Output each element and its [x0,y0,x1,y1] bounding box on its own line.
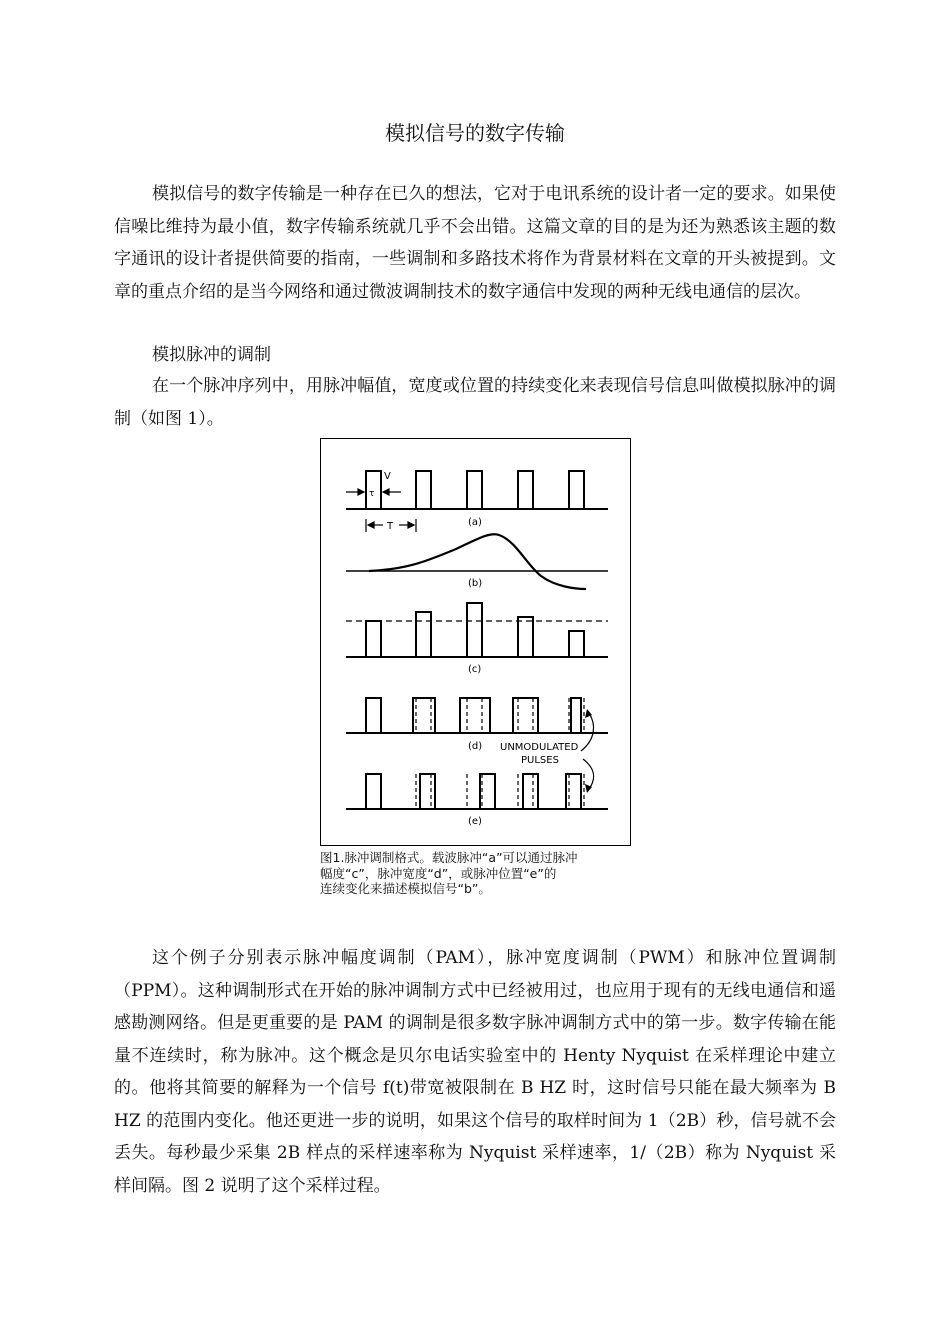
pulse-a3 [467,471,482,509]
pulse-a2 [416,471,431,509]
caption-line-1: 图1.脉冲调制格式。载波脉冲“a”可以通过脉冲 [320,850,578,865]
pulse-d5 [571,698,581,733]
label-a: (a) [468,517,482,528]
label-t: T [387,521,394,532]
annotation-arrow-down [583,759,594,789]
pulse-c4 [518,617,533,657]
pulse-e2 [420,774,435,809]
pulse-e5 [566,774,581,809]
label-tau: τ [369,489,375,499]
pulse-c1 [366,621,381,657]
intro-paragraph: 模拟信号的数字传输是一种存在已久的想法，它对于电讯系统的设计者一定的要求。如果使信噪比维持为最小值，数字传输系统就几乎不会出错。这篇文章的目的是为还为熟悉该主题的数字通讯的设计者提供简要的指南，一些调制和多路技术将作为背景材料在文章的开头被提到。文章的重点介绍的是当今网络和通过微波调制技术的数字通信中发现的两种无线电通信的层次。 [114,184,836,302]
annotation-pulses: PULSES [521,755,559,766]
label-c: (c) [468,664,482,675]
pulse-e1 [366,774,381,809]
label-b: (b) [468,578,483,589]
caption-line-2: 幅度“c”，脉冲宽度“d”，或脉冲位置“e”的 [320,865,557,881]
caption-line-3: 连续变化来描述模拟信号“b”。 [320,881,491,896]
body-paragraph-2: 这个例子分别表示脉冲幅度调制（PAM），脉冲宽度调制（PWM）和脉冲位置调制（PPM）。这种调制形式在开始的脉冲调制方式中已经被用过，也应用于现有的无线电通信和遥感勘测网络。但是更重要的是 PAM 的调制是很多数字脉冲调制方式中的第一步。数字传输在能量不连续时，称为脉冲。这个概念是贝尔电话实验室中的 Henty Nyquist 在采样理论中建立的。他将其简要的解释为一个信号 f(t)带宽被限制在 B HZ 时，这时信号只能在最大频率为 B HZ 的范围内变化。他还更进一步的说明，如果这个信号的取样时间为 1（2B）秒，信号就不会丢失。每秒最少采集 2B 样点的采样速率称为 Nyquist 采样速率，1/（2B）称为 Nyquist 采样间隔。图 2 说明了这个采样过程。 [114,948,836,1196]
label-e: (e) [468,816,482,827]
annotation-unmodulated: UNMODULATED [500,742,579,753]
pulse-a5 [569,471,584,509]
pulse-a4 [518,471,533,509]
label-v: V [384,471,391,482]
pulse-d3 [460,698,490,733]
figure-1-pulse-modulation [320,438,631,846]
label-d: (d) [468,741,483,752]
pulse-e4 [523,774,538,809]
pulse-diagram [321,439,632,847]
figure-caption [320,850,640,897]
pulse-c2 [416,612,431,657]
pulse-c3 [467,603,482,657]
document-title: 模拟信号的数字传输 [385,121,565,145]
section-paragraph: 在一个脉冲序列中，用脉冲幅值，宽度或位置的持续变化来表现信号信息叫做模拟脉冲的调制（如图 1）。 [114,376,836,429]
pulse-d4 [513,698,538,733]
section-heading: 模拟脉冲的调制 [152,345,271,365]
pulse-d1 [366,698,381,733]
pulse-c5 [569,631,584,657]
